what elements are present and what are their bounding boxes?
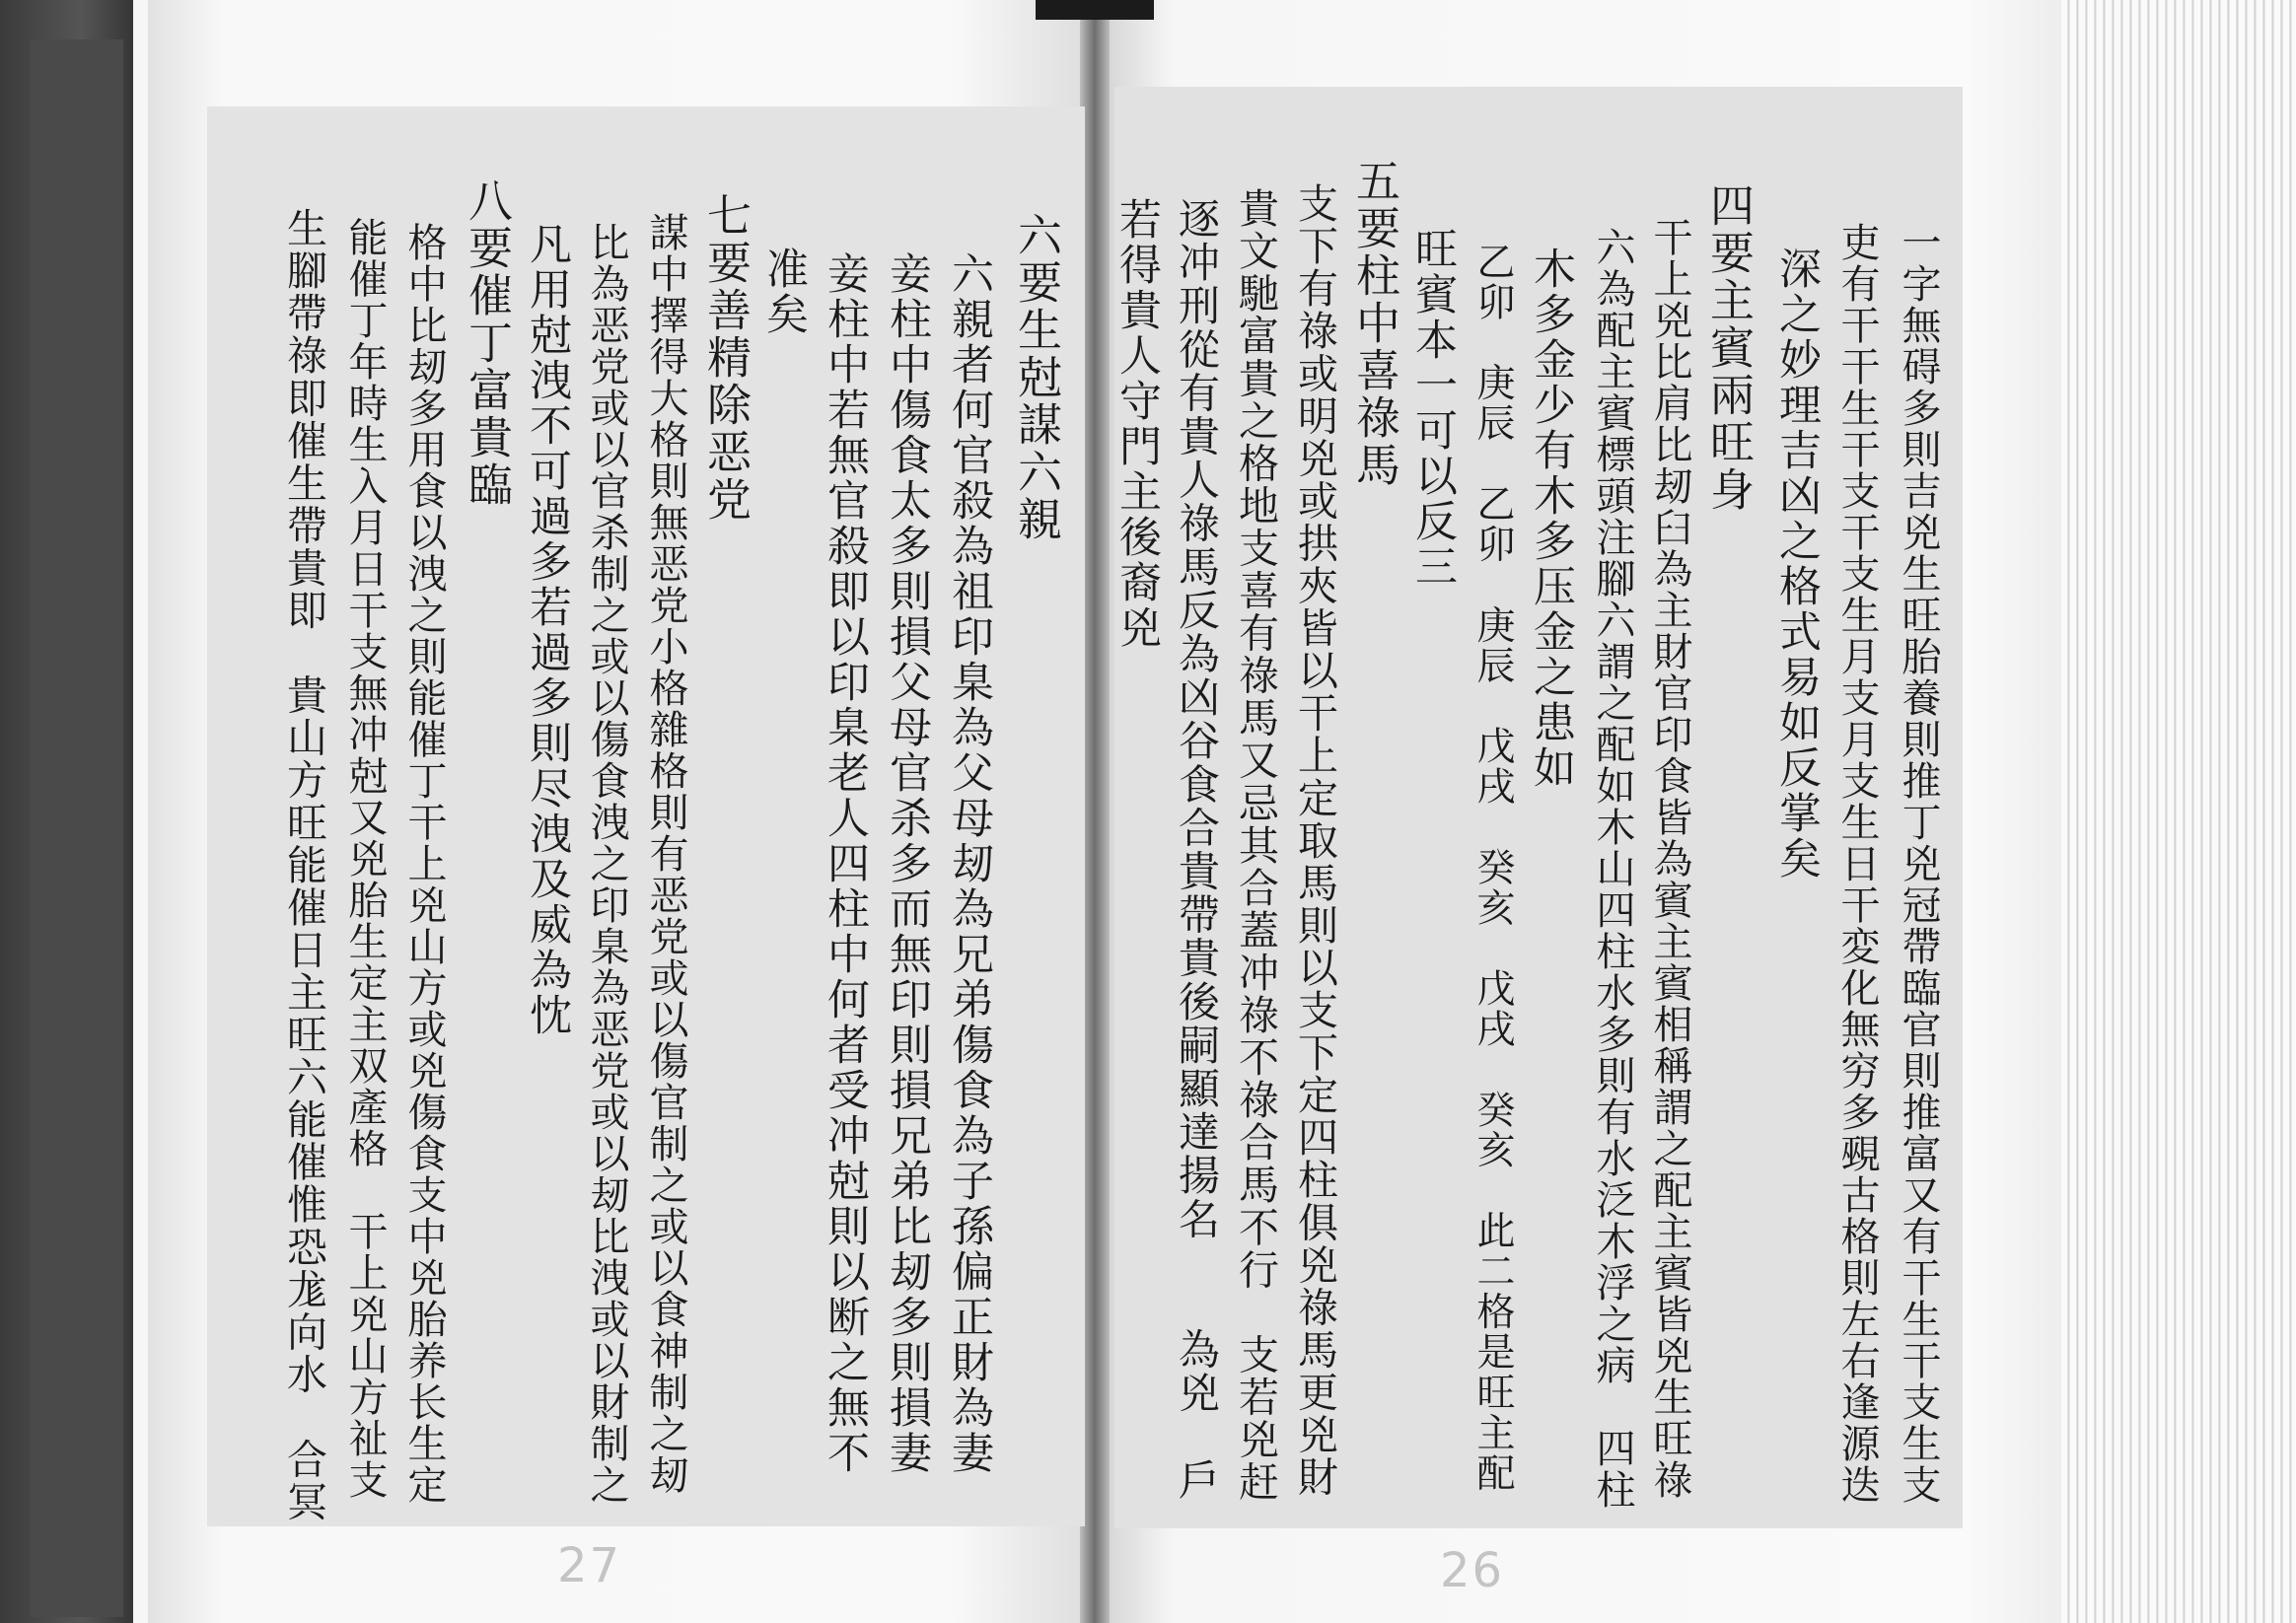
text-column: 能催丁年時生入月日干支無冲尅又兇胎生定主双產格 干上兇山方祉支 bbox=[342, 217, 388, 1501]
scanner-shadow bbox=[0, 0, 148, 1623]
page-number-left: 27 bbox=[557, 1538, 622, 1593]
text-column: 妾柱中傷食太多則損父母官杀多而無印則損兄弟比刼多則損妻 bbox=[883, 251, 932, 1476]
text-column: 深之妙理吉凶之格式易如反掌矣 bbox=[1772, 247, 1822, 882]
section-heading: 七要善精除恶党 bbox=[699, 192, 752, 524]
section-heading: 八要催丁富貴臨 bbox=[461, 177, 513, 509]
text-column: 比為恶党或以官杀制之或以傷食洩之印臬為恶党或以刼比洩或以財制之 bbox=[584, 222, 629, 1506]
text-column: 格中比刼多用食以洩之則能催丁干上兇山方或兇傷食支中兇胎养长生定 bbox=[401, 222, 447, 1506]
text-column: 生腳帶祿即催生帶貴即 貴山方旺能催日主旺六能催惟恐尨向水 合冥 bbox=[280, 207, 327, 1523]
text-column: 吏有干干生干支干支生月支月支生日干変化無穷多覡古格則左右逢源迭 bbox=[1834, 222, 1880, 1506]
text-column: 干上兇比肩比刼臼為主財官印食皆為賓主賓相稱謂之配主賓皆兇生旺祿 bbox=[1647, 217, 1692, 1501]
text-column: 逐冲刑從有貴人祿馬反為凶谷食合貴帶貴後嗣顯達揚名 為兇 戶 bbox=[1173, 197, 1221, 1502]
page-number-right: 26 bbox=[1440, 1543, 1505, 1598]
section-heading: 六要生尅謀六親 bbox=[1010, 212, 1062, 543]
top-shadow bbox=[1036, 0, 1154, 20]
text-column: 貴文馳富貴之格地支喜有祿馬又忌其合蓋冲祿不祿合馬不行 支若兇赶 bbox=[1232, 187, 1279, 1504]
text-column: 謀中擇得大格則無恶党小格雜格則有恶党或以傷官制之或以食神制之刼 bbox=[643, 212, 688, 1496]
text-column: 旺賓本一可以反三 bbox=[1408, 227, 1458, 590]
text-column: 支下有祿或明兇或拱夾皆以干上定取馬則以支下定四柱俱兇祿馬更兇財 bbox=[1291, 182, 1338, 1499]
text-column: 六為配主賓標頭注腳六謂之配如木山四柱水多則有水泛木浮之病 四柱 bbox=[1590, 227, 1635, 1511]
section-heading: 五要柱中喜祿馬 bbox=[1348, 158, 1400, 489]
text-column: 木多金少有木多压金之患如 bbox=[1527, 247, 1576, 791]
text-column: 准矣 bbox=[759, 247, 809, 337]
book-cover-edge bbox=[30, 39, 123, 1617]
text-column: 妾柱中若無官殺即以印臬老人四柱中何者受冲尅則以断之無不 bbox=[821, 251, 870, 1476]
text-column: 乙卯 庚辰 乙卯 庚辰 戊戌 癸亥 戊戌 癸亥 此二格是旺主配 bbox=[1471, 242, 1515, 1494]
text-column: 凡用尅洩不可過多若過多則尽洩及威為忱 bbox=[523, 222, 572, 1038]
section-heading: 四要主賓兩旺身 bbox=[1702, 182, 1755, 514]
page-edges bbox=[2061, 0, 2296, 1623]
text-column: 六親者何官殺為祖印臬為父母刼為兄弟傷食為子孫偏正財為妻 bbox=[945, 251, 994, 1476]
text-column: 一字無碍多則吉兇生旺胎養則推丁兇冠帶臨官則推富又有干生干支生支 bbox=[1896, 222, 1941, 1506]
text-column: 若得貴人守門主後裔兇 bbox=[1112, 197, 1162, 651]
